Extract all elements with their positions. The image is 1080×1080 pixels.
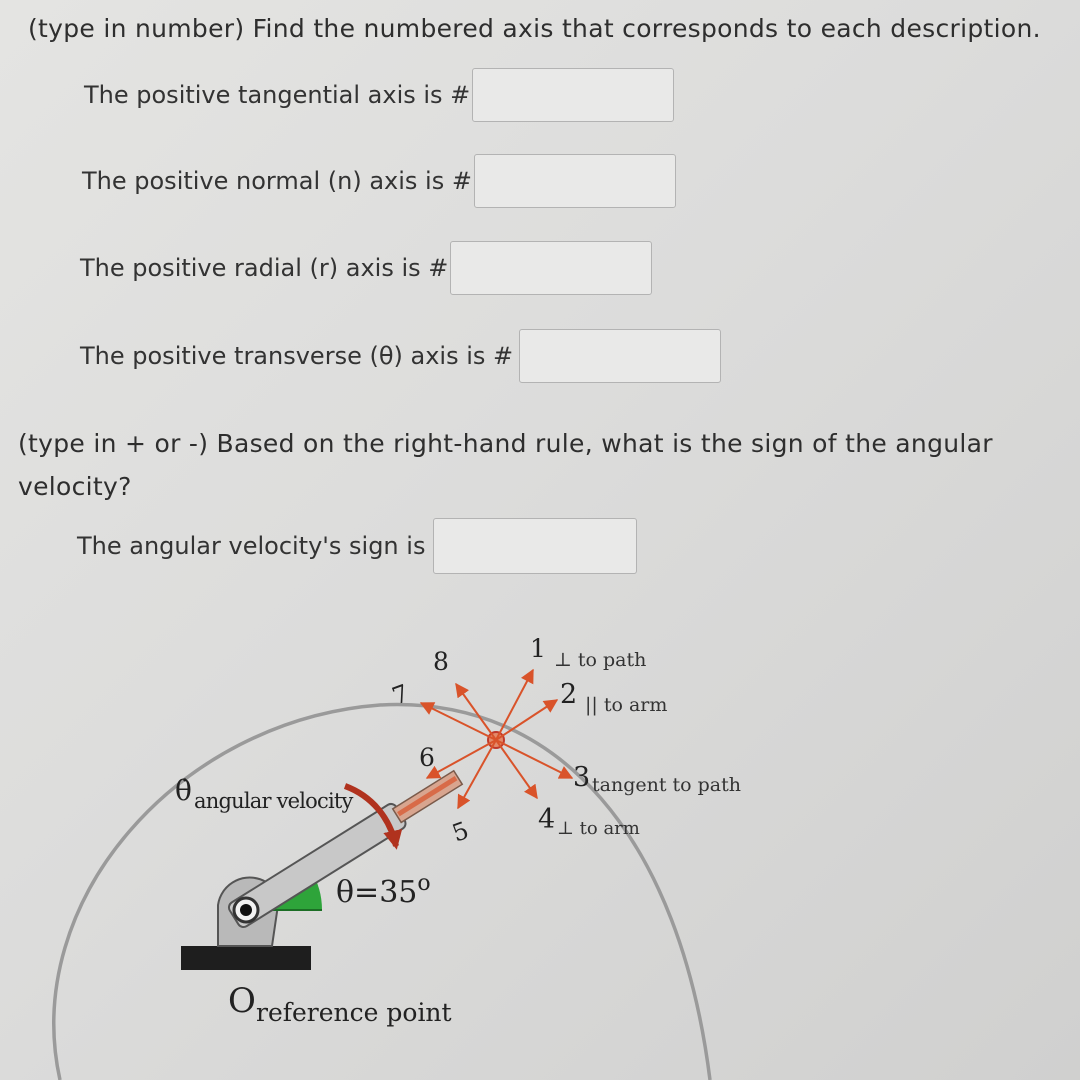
angular-velocity-label: angular velocity (194, 789, 353, 813)
instructions-axis: (type in number) Find the numbered axis that corresponds to each description. (28, 14, 1041, 43)
angle-label (336, 871, 431, 910)
origin-label: O (228, 981, 256, 1021)
axis-diagram (0, 600, 1080, 1080)
theta-dot-symbol: θ̇ (175, 774, 192, 807)
question-tangential (84, 68, 674, 122)
question-normal (82, 154, 676, 208)
tangential-label: The positive tangential axis is # (84, 81, 471, 109)
axis-arrow-7 (421, 703, 496, 740)
pivot-center (240, 904, 252, 916)
instructions-sign: (type in + or -) Based on the right-hand rule, what is the sign of the angular velocity? (18, 429, 993, 501)
arm-extension-stripe (397, 776, 457, 816)
label-perp-arm: ⊥ to arm (557, 818, 640, 839)
axis-number-4: 4 (538, 804, 556, 835)
axis-number-8: 8 (433, 647, 449, 676)
transverse-label: The positive transverse (θ) axis is # (80, 342, 514, 370)
axis-number-7: 7 (388, 679, 413, 711)
axis-number-3: 3 (573, 762, 591, 793)
label-perp-path: ⊥ to path (554, 649, 647, 671)
axis-number-6: 6 (419, 743, 435, 772)
angle-value: θ=35 (336, 875, 418, 910)
question-angular-sign (77, 518, 637, 574)
question-transverse (80, 329, 721, 383)
question-radial (80, 241, 652, 295)
normal-label: The positive normal (n) axis is # (82, 167, 472, 195)
normal-axis-input[interactable] (474, 154, 676, 208)
reference-point-label: reference point (256, 998, 452, 1027)
axis-number-1: 1 (530, 634, 546, 663)
axis-arrow-4 (496, 740, 537, 798)
label-tangent-path: tangent to path (592, 774, 741, 796)
radial-label: The positive radial (r) axis is # (80, 254, 449, 282)
tangential-axis-input[interactable] (472, 68, 674, 122)
radial-axis-input[interactable] (450, 241, 652, 295)
axis-number-5: 5 (448, 816, 473, 848)
angular-sign-label: The angular velocity's sign is (77, 532, 426, 560)
label-parallel-arm: || to arm (585, 694, 668, 716)
angular-sign-input[interactable] (433, 518, 637, 574)
angle-degree: o (417, 871, 431, 896)
axis-number-2: 2 (560, 679, 578, 710)
ground-base (181, 946, 311, 970)
axis-arrow-2 (496, 700, 557, 740)
transverse-axis-input[interactable] (519, 329, 721, 383)
